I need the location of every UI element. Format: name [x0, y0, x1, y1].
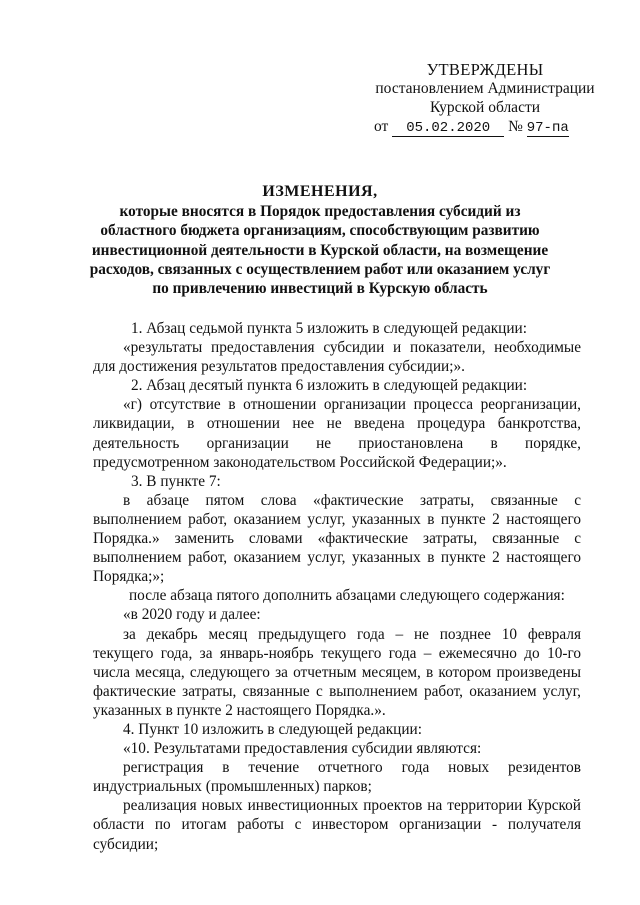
- paragraph: регистрация в течение отчетного года новых резидентов индустриальных (промышленных) парков;: [93, 759, 581, 796]
- approval-line-2: Курской области: [429, 99, 541, 116]
- subtitle-line: которые вносятся в Порядок предоставления субсидий из: [119, 203, 521, 221]
- document-heading: [80, 182, 560, 298]
- paragraph: за декабрь месяц предыдущего года – не позднее 10 февраля текущего года, за январь-ноябрь текущего года – ежемесячно до 10-го числа месяца, следующего за отчетным месяцем, в котором произведены фактические затраты, связанные с выполнением работ, оказанием услуг, указанных в пункте 2 настоящего Порядка.».: [93, 625, 581, 719]
- subtitle-line: по привлечению инвестиций в Курскую область: [152, 280, 488, 298]
- paragraph: «г) отсутствие в отношении организации процесса реорганизации, ликвидации, в отношении нее не введена процедура банкротства, деятельность организации не приостановлена в порядке, предусмотренном законодательством Российской Федерации;».: [93, 396, 581, 471]
- approval-line-1: постановлением Администрации: [375, 80, 595, 97]
- date-prefix: от: [374, 118, 389, 135]
- approval-number: 97-па: [526, 120, 569, 136]
- approval-block: [360, 60, 610, 137]
- document-title: ИЗМЕНЕНИЯ,: [262, 183, 378, 200]
- paragraph: «результаты предоставления субсидии и показатели, необходимые для достижения результатов предоставления субсидии;».: [93, 339, 581, 376]
- paragraph: «в 2020 году и далее:: [123, 606, 261, 624]
- paragraph: реализация новых инвестиционных проектов на территории Курской области по итогам работы с инвестором организации - получателя субсидии;: [93, 797, 581, 853]
- subtitle-line: расходов, связанных с осуществлением работ или оказанием услуг: [89, 260, 551, 278]
- paragraph: в абзаце пятом слова «фактические затраты, связанные с выполнением работ, оказанием услуг, указанных в пункте 2 настоящего Порядка.» заменить словами «фактические затраты, связанные с выполнением работ, оказанием услуг, указанных в пункте 2 настоящего Порядка;»;: [93, 491, 581, 586]
- paragraph: 1. Абзац седьмой пункта 5 изложить в следующей редакции:: [131, 320, 527, 337]
- subtitle-line: инвестиционной деятельности в Курской области, на возмещение: [91, 241, 549, 259]
- approval-date: 05.02.2020: [392, 121, 504, 137]
- approval-title: УТВЕРЖДЕНЫ: [426, 60, 544, 79]
- paragraph: после абзаца пятого дополнить абзацами следующего содержания:: [129, 587, 565, 605]
- paragraph: 4. Пункт 10 изложить в следующей редакции:: [123, 720, 422, 738]
- subtitle-line: областного бюджета организациям, способствующим развитию: [100, 222, 540, 240]
- paragraph: 3. В пункте 7:: [131, 472, 221, 490]
- document-body: [93, 319, 581, 854]
- number-prefix: №: [508, 118, 523, 135]
- paragraph: «10. Результатами предоставления субсидии являются:: [123, 740, 482, 758]
- approval-date-line: [360, 117, 610, 137]
- paragraph: 2. Абзац десятый пункта 6 изложить в следующей редакции:: [131, 377, 528, 395]
